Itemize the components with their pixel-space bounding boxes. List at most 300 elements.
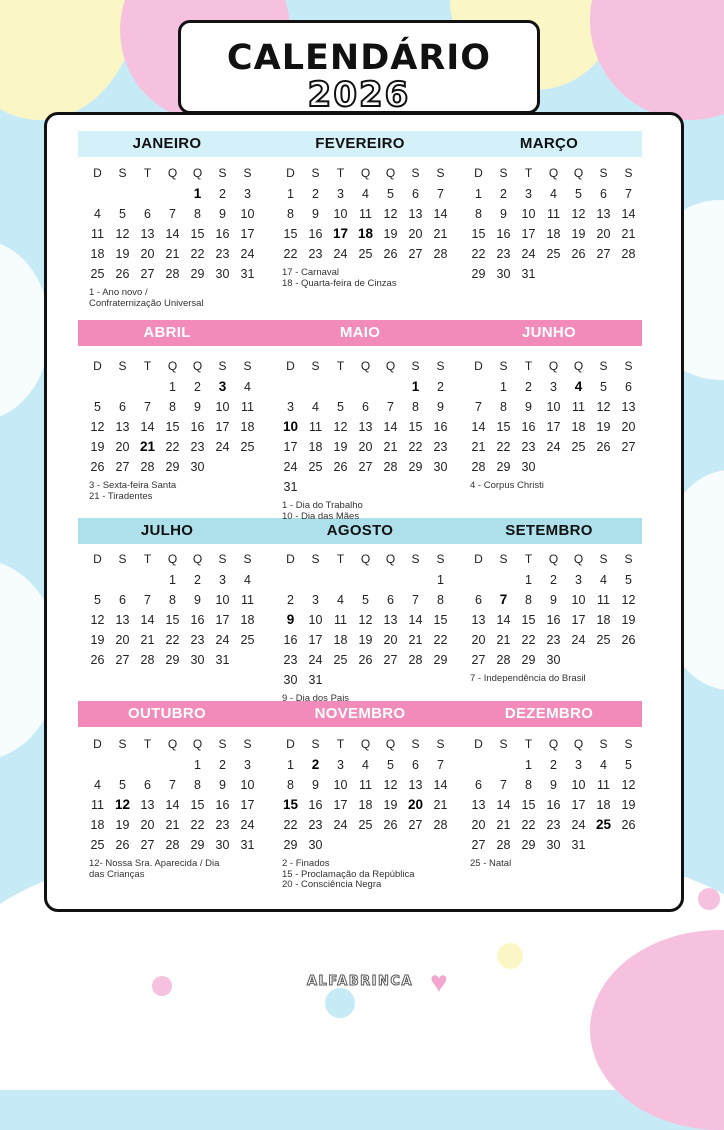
month-calendar: [466, 162, 641, 284]
weekday-label: Q: [573, 166, 584, 180]
day-cell: 29: [471, 267, 486, 281]
weekday-header: [466, 733, 641, 755]
day-cell: 17: [521, 227, 536, 241]
day-cell: 20: [621, 420, 636, 434]
day-cell: 7: [144, 400, 151, 414]
week-row: [85, 204, 260, 224]
day-cell: 18: [596, 613, 611, 627]
day-cell: 8: [500, 400, 507, 414]
month-calendar: [278, 733, 453, 891]
day-cell: 19: [90, 440, 105, 454]
week-row: [278, 670, 453, 690]
day-cell: 15: [521, 798, 536, 812]
day-cell: 21: [165, 247, 180, 261]
weekday-label: Q: [360, 737, 371, 751]
weekday-header: [466, 355, 641, 377]
day-cell: 16: [546, 798, 561, 812]
day-cell: 2: [194, 573, 201, 587]
holiday-note: das Crianças: [89, 868, 145, 880]
weekday-header: [85, 162, 260, 184]
weekday-label: D: [474, 737, 483, 751]
weekday-label: D: [474, 166, 483, 180]
day-cell: 19: [596, 420, 611, 434]
day-cell: 4: [362, 187, 369, 201]
week-row: [85, 417, 260, 437]
day-cell: 17: [283, 440, 298, 454]
day-cell: 28: [433, 818, 448, 832]
week-row: [85, 610, 260, 630]
week-row: [466, 630, 641, 650]
month-calendar: [85, 733, 260, 880]
day-cell: 6: [475, 593, 482, 607]
day-cell: 5: [362, 593, 369, 607]
day-cell: 16: [521, 420, 536, 434]
week-row: [85, 184, 260, 204]
day-cell: 16: [496, 227, 511, 241]
weekday-label: S: [243, 359, 252, 373]
day-cell: 1: [287, 187, 294, 201]
week-row: [466, 397, 641, 417]
day-cell: 17: [333, 798, 348, 812]
day-cell: 27: [140, 267, 155, 281]
day-cell: 5: [94, 593, 101, 607]
empty-day-cell: [403, 570, 428, 590]
week-row: [85, 815, 260, 835]
day-cell: 23: [190, 633, 205, 647]
holiday-note: 25 - Natal: [470, 858, 512, 869]
holiday-note: 15 - Proclamação da República: [282, 868, 415, 880]
day-cell: 15: [408, 420, 423, 434]
week-row: [278, 204, 453, 224]
day-cell: 5: [94, 400, 101, 414]
day-cell: 21: [165, 818, 180, 832]
day-cell: 11: [241, 400, 254, 414]
weekday-label: S: [436, 737, 445, 751]
holiday-day-cell: 7: [499, 592, 508, 607]
day-cell: 12: [571, 207, 586, 221]
day-cell: 22: [165, 633, 180, 647]
weekday-label: S: [218, 359, 227, 373]
day-cell: 22: [190, 818, 205, 832]
week-row: [278, 184, 453, 204]
day-cell: 22: [408, 440, 423, 454]
weekday-label: D: [286, 166, 295, 180]
day-cell: 11: [91, 227, 104, 241]
weekday-header: [466, 548, 641, 570]
day-cell: 3: [219, 573, 226, 587]
empty-day-cell: [428, 835, 453, 855]
day-cell: 6: [412, 187, 419, 201]
day-cell: 31: [240, 267, 255, 281]
day-cell: 13: [621, 400, 636, 414]
day-cell: 19: [115, 247, 130, 261]
week-row: [278, 570, 453, 590]
day-cell: 18: [90, 247, 105, 261]
day-cell: 7: [437, 187, 444, 201]
day-cell: 4: [362, 758, 369, 772]
month-title-abril: ABRIL: [143, 324, 191, 341]
day-cell: 20: [471, 633, 486, 647]
holiday-day-cell: 12: [114, 797, 131, 812]
empty-day-cell: [160, 755, 185, 775]
weekday-label: T: [143, 552, 152, 566]
day-cell: 4: [600, 573, 607, 587]
holiday-day-cell: 2: [311, 757, 320, 772]
day-cell: 7: [169, 207, 176, 221]
weekday-label: D: [286, 359, 295, 373]
week-row: [85, 775, 260, 795]
day-cell: 11: [359, 207, 372, 221]
day-cell: 7: [169, 778, 176, 792]
day-cell: 14: [621, 207, 636, 221]
day-cell: 18: [240, 613, 255, 627]
empty-day-cell: [353, 670, 378, 690]
week-row: [278, 815, 453, 835]
day-cell: 24: [333, 818, 348, 832]
week-row: [466, 815, 641, 835]
week-row: [85, 570, 260, 590]
holiday-note: 12- Nossa Sra. Aparecida / Dia: [89, 858, 220, 869]
day-cell: 8: [169, 400, 176, 414]
day-cell: 14: [383, 420, 398, 434]
day-cell: 7: [144, 593, 151, 607]
day-cell: 20: [140, 818, 155, 832]
weekday-label: S: [218, 552, 227, 566]
empty-day-cell: [591, 264, 616, 284]
day-cell: 31: [240, 838, 255, 852]
weekday-label: D: [474, 552, 483, 566]
empty-day-cell: [566, 650, 591, 670]
day-cell: 30: [433, 460, 448, 474]
holiday-notes: [85, 288, 260, 309]
empty-day-cell: [428, 670, 453, 690]
day-cell: 3: [575, 758, 582, 772]
empty-day-cell: [85, 570, 110, 590]
day-cell: 19: [333, 440, 348, 454]
empty-day-cell: [566, 264, 591, 284]
day-cell: 7: [412, 593, 419, 607]
empty-day-cell: [85, 184, 110, 204]
day-cell: 12: [358, 613, 373, 627]
day-cell: 2: [312, 187, 319, 201]
holiday-notes: [85, 481, 260, 502]
day-cell: 12: [383, 778, 398, 792]
day-cell: 28: [496, 653, 511, 667]
week-row: [278, 477, 453, 497]
weekday-label: Q: [192, 359, 203, 373]
day-cell: 23: [308, 247, 323, 261]
day-cell: 7: [475, 400, 482, 414]
holiday-note: Confraternização Universal: [89, 297, 204, 309]
day-cell: 6: [362, 400, 369, 414]
weekday-label: S: [624, 359, 633, 373]
day-cell: 1: [169, 380, 176, 394]
empty-day-cell: [491, 755, 516, 775]
weekday-label: D: [93, 737, 102, 751]
day-cell: 8: [525, 778, 532, 792]
empty-day-cell: [110, 377, 135, 397]
day-cell: 28: [140, 460, 155, 474]
day-cell: 4: [94, 207, 101, 221]
empty-day-cell: [353, 835, 378, 855]
holiday-note: 1 - Dia do Trabalho: [282, 500, 363, 511]
day-cell: 24: [215, 633, 230, 647]
day-cell: 22: [521, 633, 536, 647]
day-cell: 15: [433, 613, 448, 627]
weekday-label: T: [336, 359, 345, 373]
week-row: [278, 417, 453, 437]
day-cell: 21: [408, 633, 423, 647]
day-cell: 19: [383, 227, 398, 241]
day-cell: 12: [115, 227, 130, 241]
holiday-day-cell: 21: [139, 439, 156, 454]
day-cell: 7: [500, 778, 507, 792]
day-cell: 22: [521, 818, 536, 832]
day-cell: 13: [471, 798, 486, 812]
decor-blob: [0, 240, 50, 420]
weekday-label: T: [336, 552, 345, 566]
day-cell: 14: [140, 613, 155, 627]
day-cell: 23: [546, 818, 561, 832]
week-row: [85, 795, 260, 815]
weekday-label: S: [436, 166, 445, 180]
decor-dot: [497, 943, 523, 969]
weekday-label: Q: [573, 552, 584, 566]
holiday-day-cell: 25: [595, 817, 612, 832]
weekday-label: S: [499, 552, 508, 566]
weekday-label: Q: [360, 166, 371, 180]
day-cell: 5: [387, 187, 394, 201]
day-cell: 5: [625, 758, 632, 772]
day-cell: 3: [550, 380, 557, 394]
weekday-label: D: [93, 166, 102, 180]
day-cell: 8: [169, 593, 176, 607]
day-cell: 14: [165, 798, 180, 812]
empty-day-cell: [278, 570, 303, 590]
day-cell: 23: [433, 440, 448, 454]
day-cell: 22: [165, 440, 180, 454]
day-cell: 3: [244, 187, 251, 201]
weekday-label: Q: [360, 359, 371, 373]
day-cell: 13: [596, 207, 611, 221]
holiday-day-cell: 3: [218, 379, 227, 394]
empty-day-cell: [616, 264, 641, 284]
day-cell: 27: [471, 653, 486, 667]
day-cell: 5: [600, 380, 607, 394]
day-cell: 27: [596, 247, 611, 261]
empty-day-cell: [378, 570, 403, 590]
day-cell: 5: [575, 187, 582, 201]
week-row: [278, 437, 453, 457]
weekday-label: T: [143, 359, 152, 373]
empty-day-cell: [378, 477, 403, 497]
week-row: [85, 437, 260, 457]
empty-day-cell: [328, 670, 353, 690]
day-cell: 13: [140, 227, 155, 241]
day-cell: 24: [308, 653, 323, 667]
day-cell: 24: [546, 440, 561, 454]
day-cell: 6: [475, 778, 482, 792]
day-cell: 10: [240, 207, 255, 221]
day-cell: 9: [194, 593, 201, 607]
day-cell: 17: [571, 613, 586, 627]
holiday-note: 2 - Finados: [282, 858, 330, 869]
month-calendar: [466, 355, 641, 492]
day-cell: 23: [496, 247, 511, 261]
day-cell: 30: [190, 653, 205, 667]
day-cell: 26: [621, 818, 636, 832]
month-calendar: [278, 548, 453, 705]
week-row: [466, 437, 641, 457]
day-cell: 15: [165, 420, 180, 434]
week-row: [278, 650, 453, 670]
week-row: [85, 590, 260, 610]
day-cell: 5: [625, 573, 632, 587]
weekday-header: [278, 548, 453, 570]
week-row: [466, 590, 641, 610]
month-title-janeiro: JANEIRO: [132, 135, 202, 152]
day-cell: 2: [219, 187, 226, 201]
month-calendar: [85, 548, 260, 670]
empty-day-cell: [135, 755, 160, 775]
weekday-label: Q: [573, 359, 584, 373]
empty-day-cell: [428, 477, 453, 497]
week-row: [85, 264, 260, 284]
holiday-note: 18 - Quarta-feira de Cinzas: [282, 277, 397, 289]
empty-day-cell: [110, 570, 135, 590]
day-cell: 1: [194, 758, 201, 772]
week-row: [278, 224, 453, 244]
day-cell: 17: [240, 798, 255, 812]
weekday-label: S: [411, 359, 420, 373]
day-cell: 30: [308, 838, 323, 852]
day-cell: 20: [358, 440, 373, 454]
empty-day-cell: [353, 570, 378, 590]
holiday-notes: [466, 674, 641, 685]
empty-day-cell: [541, 264, 566, 284]
week-row: [85, 835, 260, 855]
day-cell: 28: [433, 247, 448, 261]
weekday-label: S: [118, 166, 127, 180]
day-cell: 23: [546, 633, 561, 647]
day-cell: 21: [496, 633, 511, 647]
holiday-note: 10 - Dia das Mães: [282, 510, 360, 522]
day-cell: 9: [437, 400, 444, 414]
weekday-label: S: [311, 737, 320, 751]
empty-day-cell: [353, 477, 378, 497]
empty-day-cell: [353, 377, 378, 397]
day-cell: 20: [140, 247, 155, 261]
day-cell: 12: [383, 207, 398, 221]
day-cell: 22: [283, 247, 298, 261]
day-cell: 26: [90, 653, 105, 667]
day-cell: 13: [140, 798, 155, 812]
day-cell: 12: [621, 593, 636, 607]
day-cell: 15: [471, 227, 486, 241]
day-cell: 10: [333, 207, 348, 221]
day-cell: 28: [471, 460, 486, 474]
day-cell: 3: [244, 758, 251, 772]
weekday-label: S: [599, 359, 608, 373]
day-cell: 22: [471, 247, 486, 261]
day-cell: 24: [333, 247, 348, 261]
holiday-notes: [278, 859, 453, 891]
day-cell: 25: [240, 633, 255, 647]
decor-blob: [0, 0, 140, 120]
day-cell: 11: [597, 778, 610, 792]
weekday-label: T: [524, 359, 533, 373]
weekday-label: S: [411, 737, 420, 751]
day-cell: 19: [621, 798, 636, 812]
weekday-label: S: [499, 737, 508, 751]
day-cell: 16: [433, 420, 448, 434]
day-cell: 17: [240, 227, 255, 241]
day-cell: 11: [572, 400, 585, 414]
empty-day-cell: [303, 570, 328, 590]
empty-day-cell: [235, 650, 260, 670]
holiday-note: 9 - Dia dos Pais: [282, 693, 350, 704]
week-row: [278, 397, 453, 417]
month-title-março: MARÇO: [519, 135, 579, 152]
day-cell: 11: [547, 207, 560, 221]
day-cell: 18: [546, 227, 561, 241]
holiday-note: 21 - Tiradentes: [89, 490, 153, 502]
month-title-junho: JUNHO: [521, 324, 576, 341]
day-cell: 29: [496, 460, 511, 474]
day-cell: 14: [408, 613, 423, 627]
day-cell: 25: [546, 247, 561, 261]
holiday-notes: [85, 859, 260, 880]
day-cell: 30: [496, 267, 511, 281]
empty-day-cell: [135, 377, 160, 397]
day-cell: 27: [115, 653, 130, 667]
day-cell: 15: [190, 227, 205, 241]
empty-day-cell: [135, 570, 160, 590]
month-title-outubro: OUTUBRO: [128, 705, 206, 722]
day-cell: 8: [194, 207, 201, 221]
day-cell: 10: [215, 593, 230, 607]
decor-dot: [152, 976, 172, 996]
day-cell: 28: [408, 653, 423, 667]
day-cell: 23: [190, 440, 205, 454]
day-cell: 25: [90, 267, 105, 281]
day-cell: 31: [521, 267, 536, 281]
day-cell: 1: [437, 573, 444, 587]
week-row: [85, 397, 260, 417]
decor-dot: [0, 866, 20, 896]
day-cell: 26: [115, 267, 130, 281]
holiday-day-cell: 1: [193, 186, 202, 201]
day-cell: 1: [475, 187, 482, 201]
heart-icon: ♥: [430, 966, 448, 999]
day-cell: 2: [525, 380, 532, 394]
week-row: [278, 775, 453, 795]
empty-day-cell: [616, 835, 641, 855]
week-row: [466, 224, 641, 244]
day-cell: 29: [283, 838, 298, 852]
day-cell: 26: [383, 818, 398, 832]
day-cell: 19: [90, 633, 105, 647]
weekday-label: Q: [548, 166, 559, 180]
weekday-label: D: [286, 552, 295, 566]
day-cell: 1: [525, 573, 532, 587]
day-cell: 14: [496, 613, 511, 627]
day-cell: 31: [215, 653, 230, 667]
day-cell: 11: [334, 613, 347, 627]
day-cell: 8: [412, 400, 419, 414]
empty-day-cell: [378, 377, 403, 397]
week-row: [278, 755, 453, 775]
